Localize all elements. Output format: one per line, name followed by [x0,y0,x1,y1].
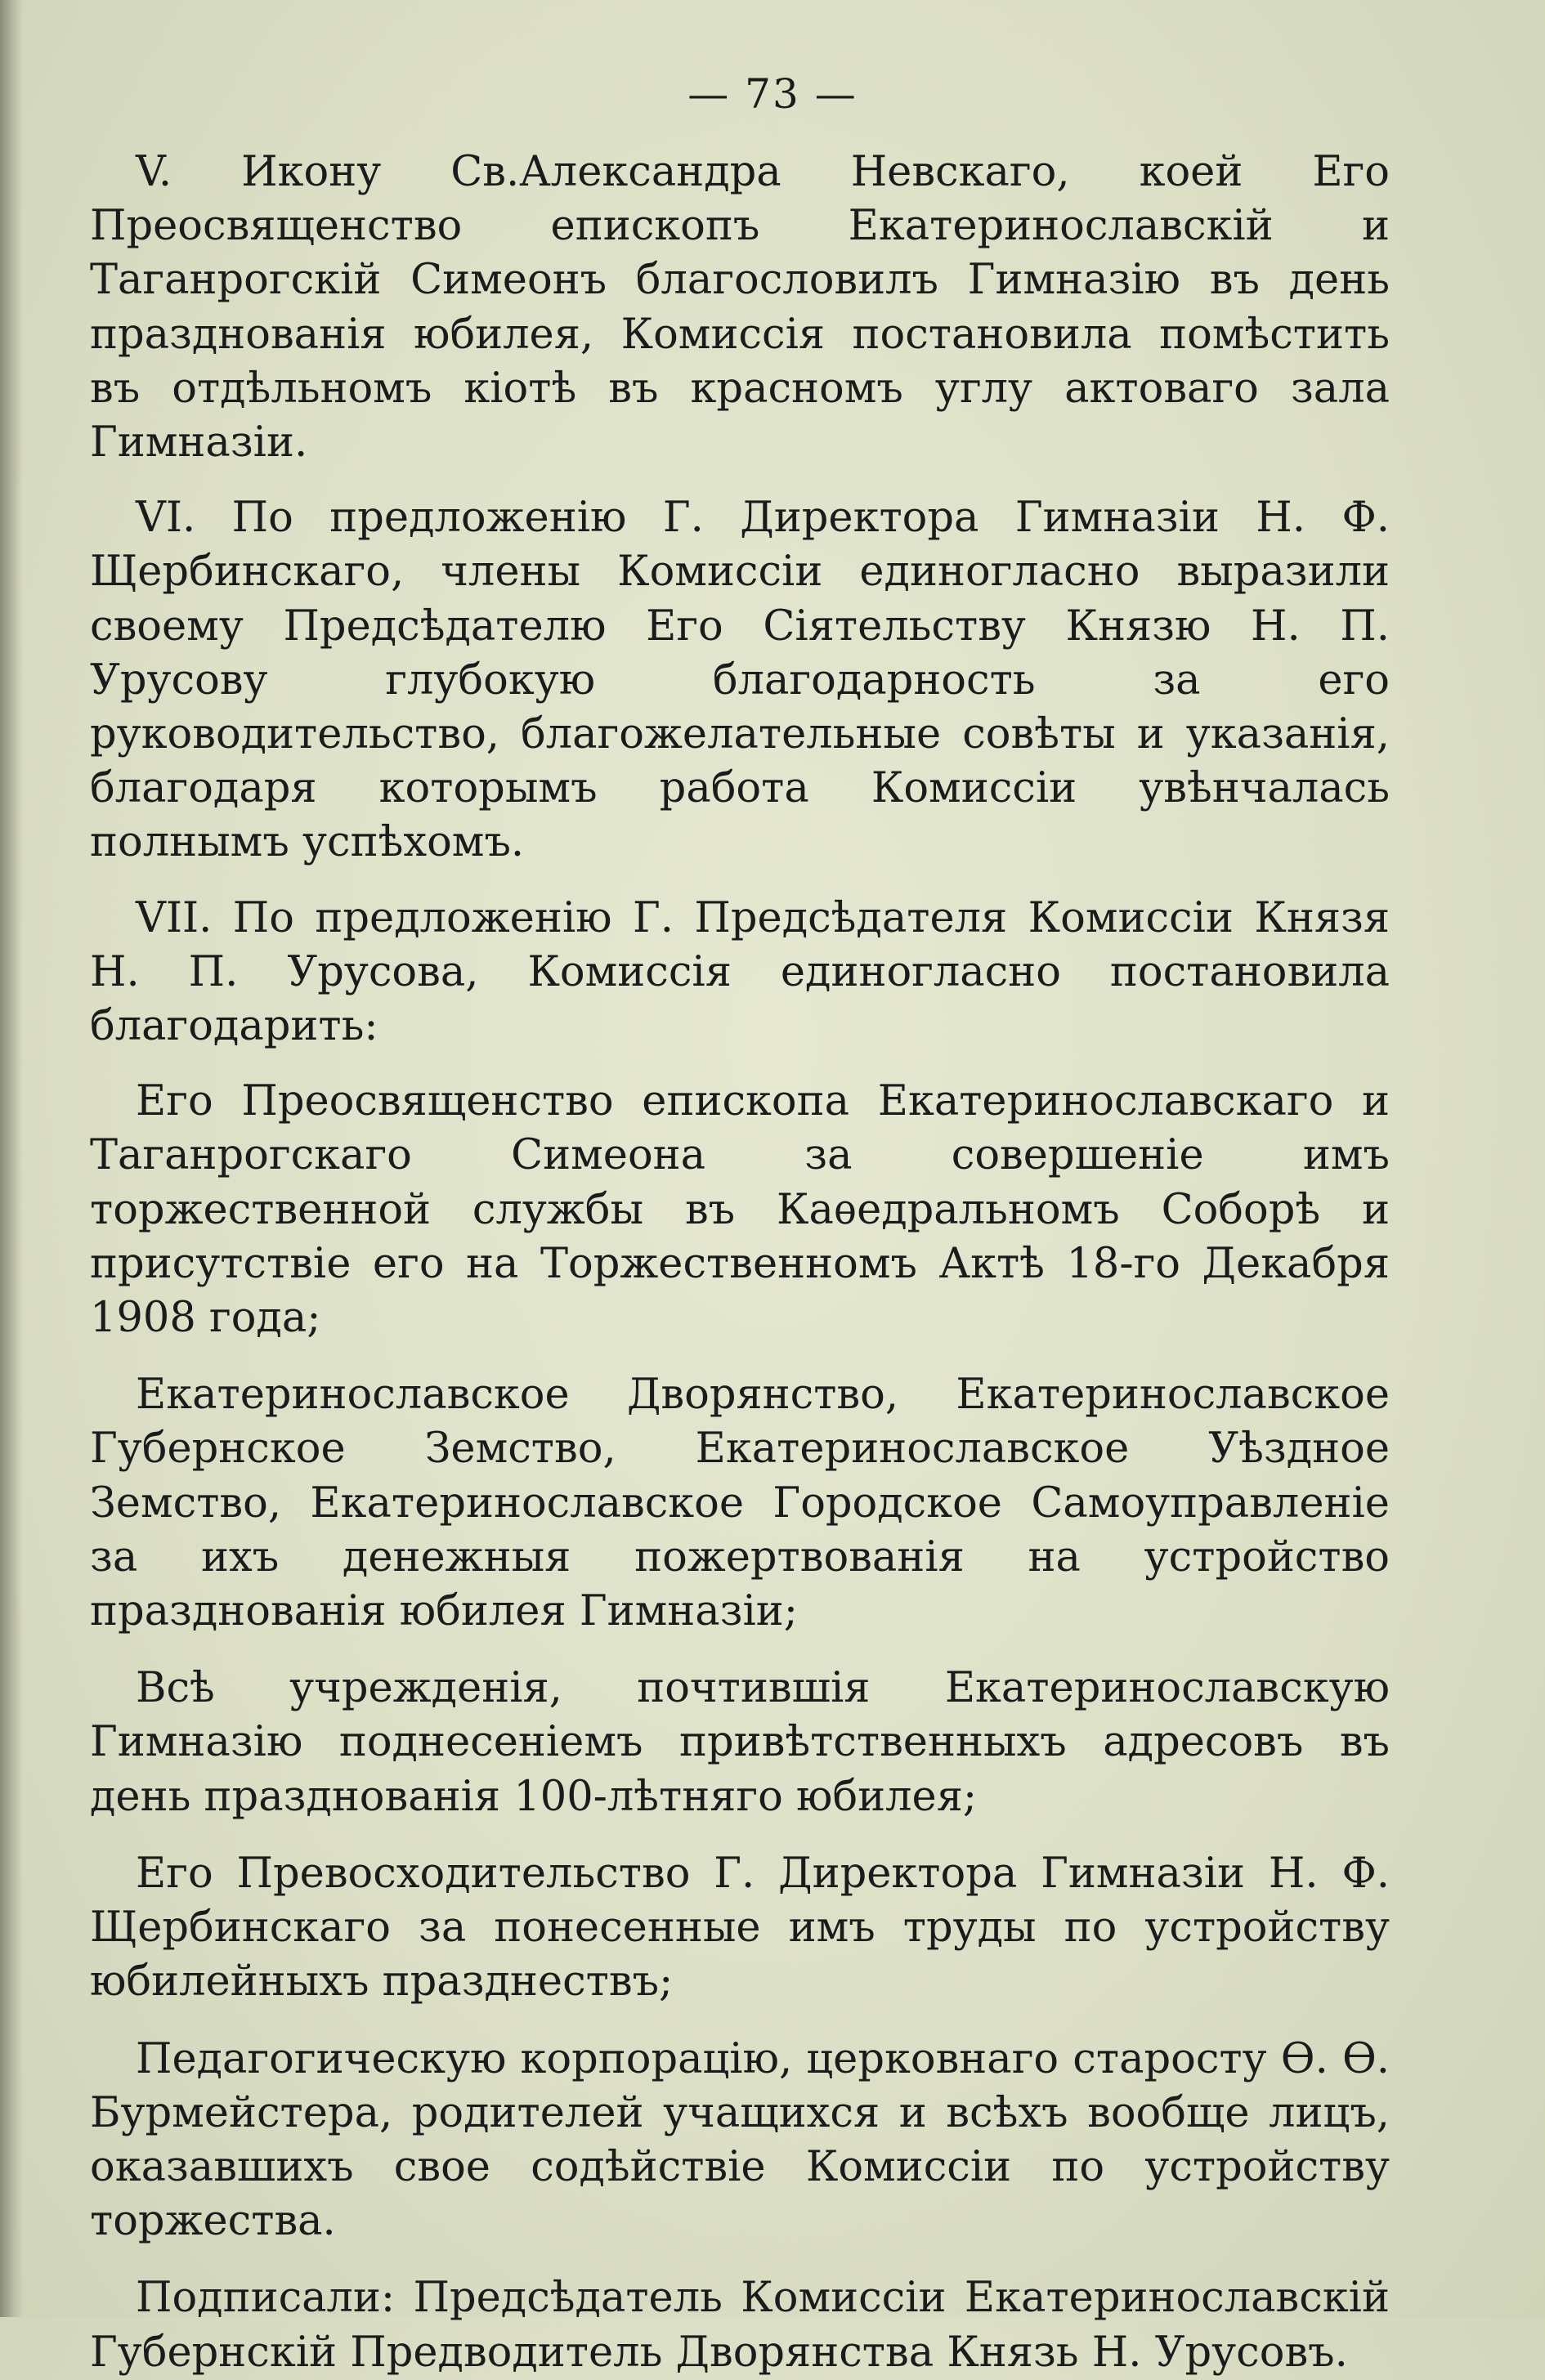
paragraph-thanks-corporation: Педагогическую корпорацію, церковнаго старосту Ѳ. Ѳ. Бурмейстера, родителей учащихся и всѣхъ вообще лицъ, оказавшихъ свое содѣйствіе Комиссіи по устройству торжества. [90,2034,1390,2246]
paragraph-thanks-nobility: Екатеринославское Дворянство, Екатеринославское Губернское Земство, Екатеринославское Уѣздное Земство, Екатеринославское Городское Самоуправленіе за ихъ денежныя пожертвованія на устройство празднованія юбилея Гимназіи; [90,1371,1390,1636]
paragraph-signature: Подписали: Предсѣдатель Комиссіи Екатеринославскій Губернскій Предводитель Дворянства Князь Н. Урусовъ. [90,2274,1390,2377]
paragraph-vii: VII. По предложенію Г. Предсѣдателя Комиссіи Князя Н. П. Урусова, Комиссія единогласно постановила благодарить: [90,893,1390,1051]
paragraph-thanks-institutions: Всѣ учрежденія, почтившія Екатеринославскую Гимназію поднесеніемъ привѣтственныхъ адресовъ въ день празднованія 100-лѣтняго юбилея; [90,1664,1390,1821]
paragraph-vi: VI. По предложенію Г. Директора Гимназіи Н. Ф. Щербинскаго, члены Комиссіи единогласно выразили своему Предсѣдателю Его Сіятельству Князю Н. П. Урусову глубокую благодарность за его руководительство, благожелательные совѣты и указанія, благодаря которымъ работа Комиссіи увѣнчалась полнымъ успѣхомъ. [90,494,1390,867]
page-number: — 73 — [687,70,858,118]
paragraph-thanks-director: Его Превосходительство Г. Директора Гимназіи Н. Ф. Щербинскаго за понесенные имъ труды по устройству юбилейныхъ празднествъ; [90,1849,1390,2006]
paragraph-v: V. Икону Св.Александра Невскаго, коей Его Преосвященство епископъ Екатеринославскій и Таганрогскій Симеонъ благословилъ Гимназію въ день празднованія юбилея, Комиссія постановила помѣстить въ отдѣльномъ кіотѣ въ красномъ углу актоваго зала Гимназіи. [90,148,1390,468]
page-binding-shadow [0,0,23,2317]
page-body [90,145,1390,2380]
paragraph-thanks-bishop: Его Преосвященство епископа Екатеринославскаго и Таганрогскаго Симеона за совершеніе имъ торжественной службы въ Каѳедральномъ Соборѣ и присутствіе его на Торжественномъ Актѣ 18-го Декабря 1908 года; [90,1077,1390,1343]
